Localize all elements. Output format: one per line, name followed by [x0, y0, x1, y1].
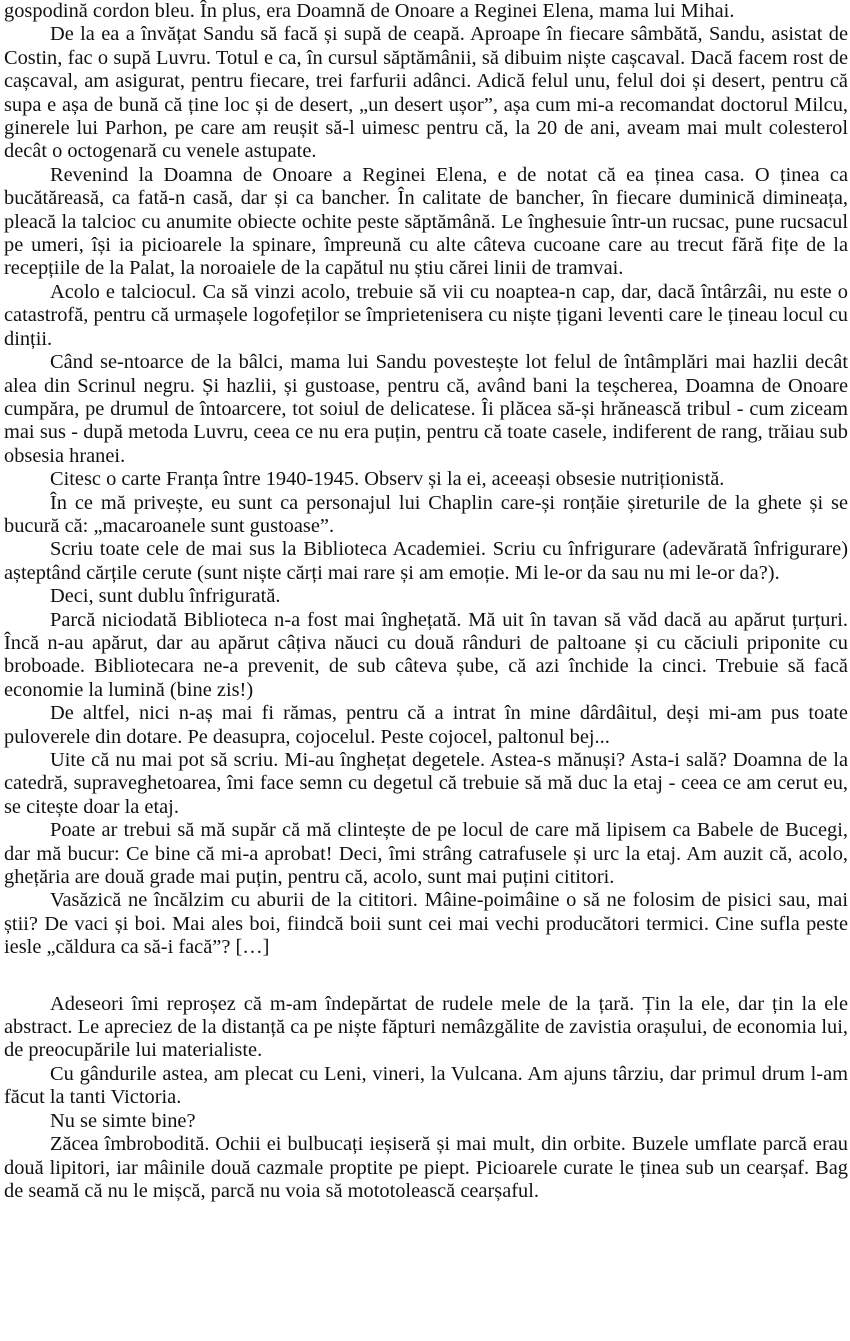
text-section-2 — [4, 993, 848, 1204]
paragraph: Când se-ntoarce de la bâlci, mama lui Sandu povestește lot felul de întâmplări mai hazlii decât alea din Scrinul negru. Și hazlii, și gustoase, pentru că, având bani la teșcherea, Doamna de Onoare cumpăra, pe drumul de întoarcere, tot soiul de delicatese. Îi plăcea să-și hrănească tribul - cum ziceam mai sus - după metoda Luvru, ceea ce nu era puțin, pentru că toate casele, indiferent de rang, trăiau sub obsesia hranei. — [4, 351, 848, 467]
paragraph: gospodină cordon bleu. În plus, era Doamnă de Onoare a Reginei Elena, mama lui Mihai. — [4, 0, 735, 22]
paragraph: Adeseori îmi reproșez că m-am îndepărtat de rudele mele de la țară. Țin la ele, dar țin la ele abstract. Le apreciez de la distanță ca pe niște făpturi nemâzgălite de zavistia orașului, de economia lui, de preocupările lui materialiste. — [4, 992, 848, 1062]
document-page — [4, 0, 848, 1203]
paragraph: Deci, sunt dublu înfrigurată. — [50, 585, 281, 608]
paragraph: Parcă niciodată Biblioteca n-a fost mai înghețată. Mă uit în tavan să văd dacă au apărut țurțuri. Încă n-au apărut, dar au apărut câțiva năuci cu două rânduri de paltoane și cu căciuli priponite cu broboade. Bibliotecara ne-a prevenit, de sub câteva șube, că azi închide la cinci. Trebuie să facă economie la lumină (bine zis!) — [4, 608, 848, 701]
paragraph: De altfel, nici n-aș mai fi rămas, pentru că a intrat în mine dârdâitul, deși mi-am pus toate puloverele din dotare. Pe deasupra, cojocelul. Peste cojocel, paltonul bej... — [4, 702, 848, 748]
paragraph: Cu gândurile astea, am plecat cu Leni, vineri, la Vulcana. Am ajuns târziu, dar primul drum l-am făcut la tanti Victoria. — [4, 1062, 848, 1109]
paragraph: Vasăzică ne încălzim cu aburii de la cititori. Mâine-poimâine o să ne folosim de pisici sau, mai știi? De vaci și boi. Mai ales boi, fiindcă boii sunt cei mai vechi producători termici. Cine sufla peste iesle „căldura ca să-i facă”? […] — [4, 889, 848, 959]
paragraph: Citesc o carte Franța între 1940-1945. Observ și la ei, aceeași obsesie nutriționistă. — [50, 468, 725, 491]
paragraph: Revenind la Doamna de Onoare a Reginei Elena, e de notat că ea ținea casa. O ținea ca bucătăreasă, ca fată-n casă, dar și ca bancher. În calitate de bancher, în fiecare duminică dimineața, pleacă la talcioc cu anumite obiecte ochite peste săptămână. Le înghesuie într-un rucsac, pune rucsacul pe umeri, își ia picioarele la spinare, împreună cu alte câteva cucoane care au trecut fără fițe de la recepțiile de la Palat, la noroaiele de la capătul nu știu cărei linii de tramvai. — [4, 163, 848, 280]
paragraph: Uite că nu mai pot să scriu. Mi-au înghețat degetele. Astea-s mănuși? Asta-i sală? Doamna de la catedră, supraveghetoarea, îmi face semn cu degetul că trebuie să mă duc la etaj - ceea ce am cerut eu, se citește doar la etaj. — [4, 749, 848, 818]
text-section-1 — [4, 0, 848, 960]
paragraph: Nu se simte bine? — [50, 1109, 196, 1132]
paragraph: De la ea a învățat Sandu să facă și supă de ceapă. Aproape în fiecare sâmbătă, Sandu, asistat de Costin, fac o supă Luvru. Totul e ca, în cursul săptămânii, să dibuim niște cașcaval. Dacă facem rost de cașcaval, am asigurat, pentru fiecare, trei farfurii adânci. Adică felul unu, felul doi și desert, pentru că supa e așa de bună că ține loc și de desert, „un desert ușor”, așa cum mi-a recomandat doctorul Milcu, ginerele lui Parhon, pe care am reușit să-l uimesc pentru că, la 20 de ani, aveam mai mult colesterol decât o octogenară cu venele astupate. — [4, 23, 848, 163]
paragraph: Zăcea îmbrobodită. Ochii ei bulbucați ieșiseră și mai mult, din orbite. Buzele umflate parcă erau două lipitori, iar mâinile două cazmale proptite pe piept. Picioarele curate le ținea sub un cearșaf. Bag de seamă că nu le mișcă, parcă nu voia să mototolească cearșaful. — [4, 1133, 848, 1202]
paragraph: Poate ar trebui să mă supăr că mă clintește de pe locul de care mă lipisem ca Babele de Bucegi, dar mă bucur: Ce bine că mi-a aprobat! Deci, îmi strâng catrafusele și urc la etaj. Am auzit că, acolo, ghețăria are două grade mai puțin, pentru că, acolo, sunt mai puțini cititori. — [4, 819, 848, 889]
paragraph: Scriu toate cele de mai sus la Biblioteca Academiei. Scriu cu înfrigurare (adevărată înfrigurare) așteptând cărțile cerute (sunt niște cărți mai rare și am emoție. Mi le-or da sau nu mi le-or da?). — [4, 538, 848, 584]
paragraph: Acolo e talciocul. Ca să vinzi acolo, trebuie să vii cu noaptea-n cap, dar, dacă întârzâi, nu este o catastrofă, pentru că urmașele logofeților se împrietenisera cu niște țigani leventi care le țineau locul cu dinții. — [4, 280, 848, 350]
section-break — [4, 960, 848, 993]
paragraph: În ce mă privește, eu sunt ca personajul lui Chaplin care-și ronțăie șireturile de la ghete și se bucură că: „macaroanele sunt gustoase”. — [4, 491, 848, 537]
